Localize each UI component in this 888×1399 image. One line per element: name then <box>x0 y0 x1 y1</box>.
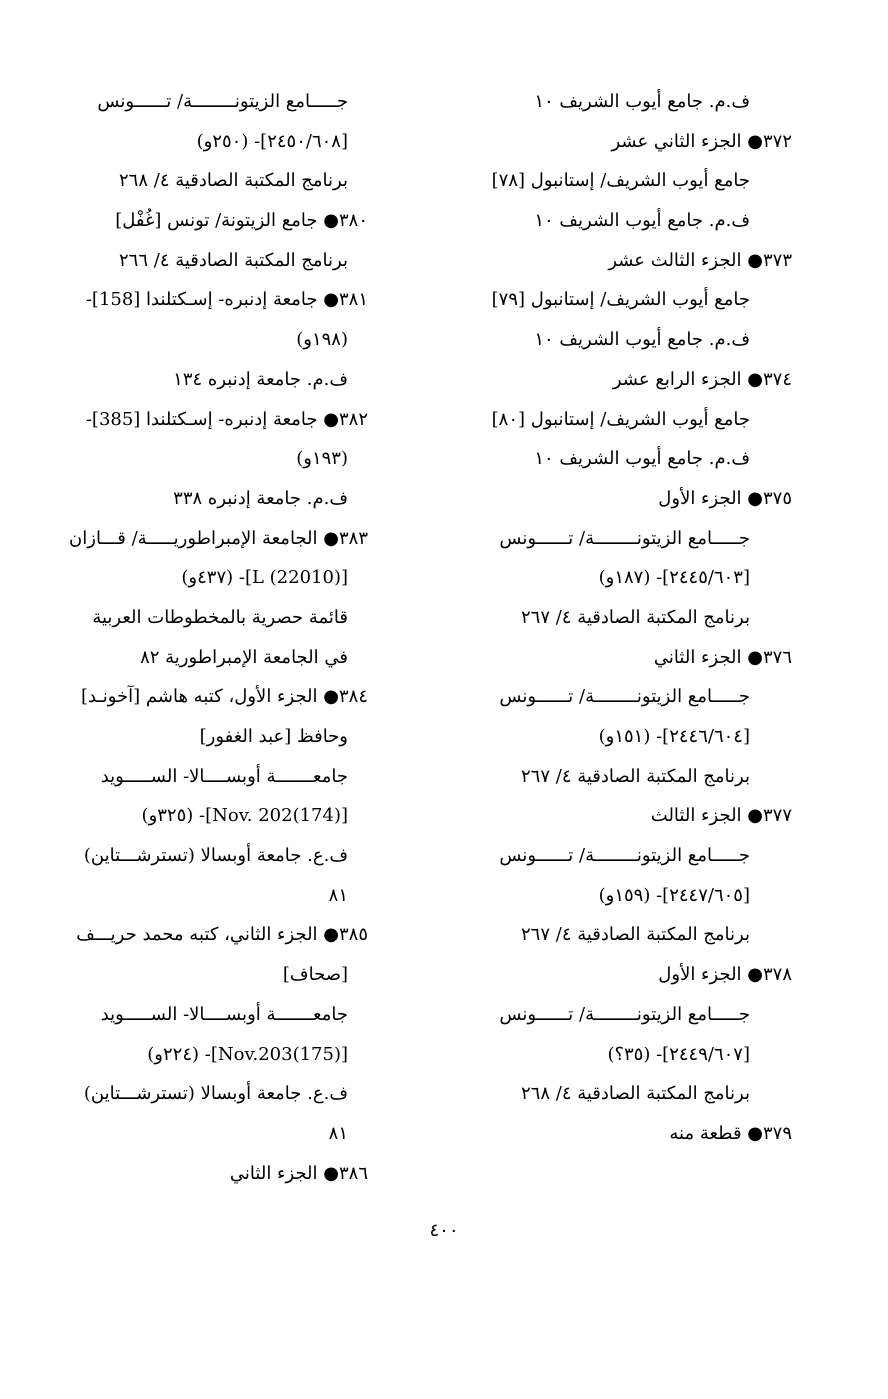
entry-heading: ٣٨١● جامعة إدنبره- إسـكتلندا [158]- <box>85 289 368 311</box>
text-line: ٨١ <box>328 884 348 906</box>
entry-heading: ٣٧٦● الجزء الثاني <box>653 646 792 668</box>
entry-heading: ٣٧٣● الجزء الثالث عشر <box>608 249 792 271</box>
entry-heading: ٣٧٨● الجزء الأول <box>658 964 792 986</box>
text-line: [٢٤٥٠/٦٠٨]- (٢٥٠و) <box>196 130 348 152</box>
entry-heading: ٣٨٢● جامعة إدنبره- إسـكتلندا [385]- <box>85 408 368 430</box>
text-line: (١٩٨و) <box>296 329 348 351</box>
left-column <box>18 82 368 1193</box>
text-line: برنامج المكتبة الصادقية ٤/ ٢٦٨ <box>521 1083 750 1105</box>
page-number: ٤٠٠ <box>429 1220 459 1241</box>
text-line: جـــــامع الزيتونــــــــة/ تــــــونس <box>499 686 750 708</box>
text-line: جامع أيوب الشريف/ إستانبول [٧٨] <box>491 170 750 192</box>
text-line: (١٩٣و) <box>296 448 348 470</box>
entry-heading: ٣٨٦● الجزء الثاني <box>229 1162 368 1184</box>
text-line: ف.ع. جامعة أوبسالا (تسترشـــتاين) <box>83 845 348 867</box>
text-line: ٨١ <box>328 1122 348 1144</box>
text-line: ف.م. جامع أيوب الشريف ١٠ <box>534 329 750 351</box>
entry-heading: ٣٧٩● قطعة منه <box>669 1122 792 1144</box>
text-line: جامعـــــــة أوبســــالا- الســـــويد <box>100 765 348 787</box>
entry-heading: ٣٨٣● الجامعة الإمبراطوريـــــة/ قـــازان <box>69 527 368 549</box>
text-line: برنامج المكتبة الصادقية ٤/ ٢٦٦ <box>119 249 348 271</box>
text-line: جامع أيوب الشريف/ إستانبول [٨٠] <box>491 408 750 430</box>
text-line: برنامج المكتبة الصادقية ٤/ ٢٦٧ <box>521 924 750 946</box>
text-line: جـــــامع الزيتونــــــــة/ تــــــونس <box>499 527 750 549</box>
text-line: برنامج المكتبة الصادقية ٤/ ٢٦٨ <box>119 170 348 192</box>
text-line: [صحاف] <box>282 964 348 986</box>
text-line: ف.م. جامعة إدنبره ١٣٤ <box>173 368 348 390</box>
text-line: [L (22010)]- (٤٣٧و) <box>181 567 348 589</box>
text-line: وحافظ [عبد الغفور] <box>199 726 348 747</box>
text-line: في الجامعة الإمبراطورية ٨٢ <box>140 646 348 668</box>
text-line: برنامج المكتبة الصادقية ٤/ ٢٦٧ <box>521 606 750 628</box>
entry-heading: ٣٨٠● جامع الزيتونة/ تونس [غُفْل] <box>115 210 368 232</box>
right-column <box>442 82 792 1154</box>
text-line: جامعـــــــة أوبســــالا- الســـــويد <box>100 1003 348 1025</box>
entry-heading: ٣٧٢● الجزء الثاني عشر <box>611 130 792 152</box>
text-line: ف.ع. جامعة أوبسالا (تسترشـــتاين) <box>83 1083 348 1105</box>
text-line: [٢٤٤٥/٦٠٣]- (١٨٧و) <box>598 567 750 589</box>
entry-heading: ٣٨٥● الجزء الثاني، كتبه محمد حريـــف <box>76 924 368 946</box>
text-line: ف.م. جامع أيوب الشريف ١٠ <box>534 448 750 470</box>
text-line: [(175)Nov.203]- (٢٢٤و) <box>147 1043 348 1065</box>
text-line: [٢٤٤٧/٦٠٥]- (١٥٩و) <box>598 884 750 906</box>
entry-heading: ٣٧٤● الجزء الرابع عشر <box>612 368 792 390</box>
text-line: ف.م. جامع أيوب الشريف ١٠ <box>534 210 750 232</box>
entry-heading: ٣٧٥● الجزء الأول <box>658 487 792 509</box>
text-line: [(174)Nov. 202]- (٣٢٥و) <box>141 805 348 827</box>
text-line: [٢٤٤٩/٦٠٧]- (٣٥؟) <box>607 1043 750 1065</box>
text-line: جـــــامع الزيتونــــــــة/ تــــــونس <box>499 845 750 867</box>
text-line: ف.م. جامعة إدنبره ٣٣٨ <box>173 487 348 509</box>
text-line: جـــــامع الزيتونــــــــة/ تــــــونس <box>97 91 348 112</box>
text-line: جـــــامع الزيتونــــــــة/ تــــــونس <box>499 1003 750 1025</box>
text-line: برنامج المكتبة الصادقية ٤/ ٢٦٧ <box>521 765 750 787</box>
text-line: قائمة حصرية بالمخطوطات العربية <box>92 606 348 628</box>
text-line: ف.م. جامع أيوب الشريف ١٠ <box>534 91 750 112</box>
text-line: [٢٤٤٦/٦٠٤]- (١٥١و) <box>598 726 750 747</box>
entry-heading: ٣٨٤● الجزء الأول، كتبه هاشم [آخونـد] <box>80 686 368 708</box>
text-line: جامع أيوب الشريف/ إستانبول [٧٩] <box>491 289 750 311</box>
entry-heading: ٣٧٧● الجزء الثالث <box>650 805 792 827</box>
